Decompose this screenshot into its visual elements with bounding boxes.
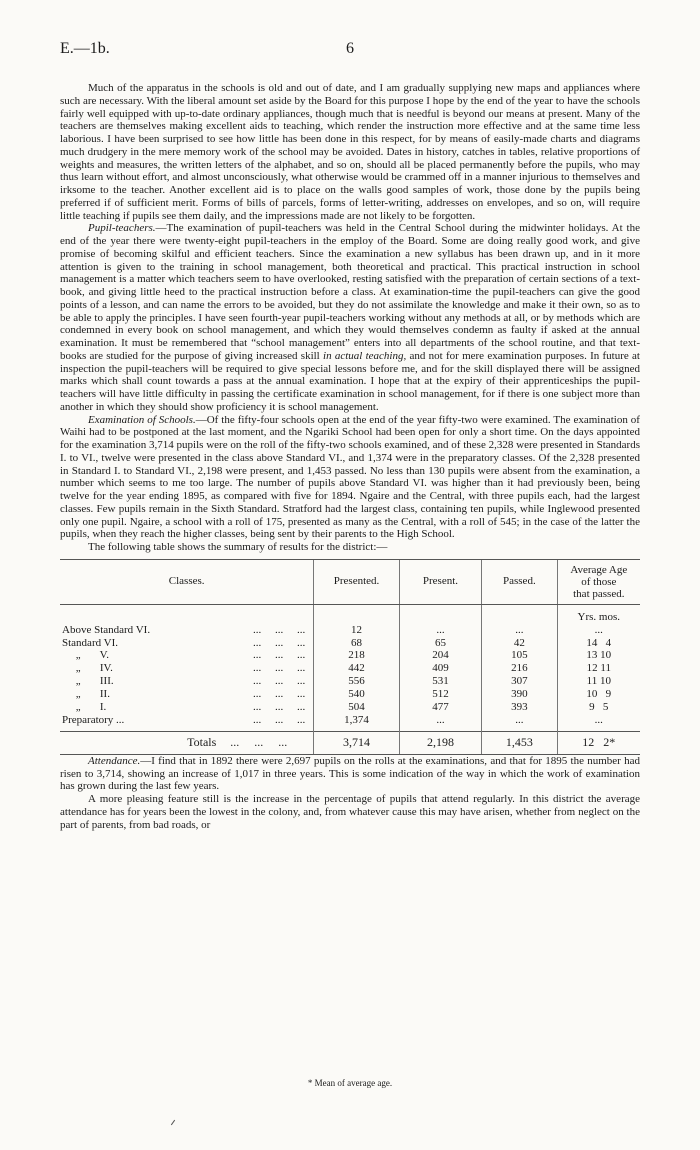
totals-label: Totals bbox=[187, 735, 217, 750]
header-presented: Presented. bbox=[314, 559, 399, 604]
row-class-cell bbox=[60, 649, 314, 662]
cell-presented: 556 bbox=[314, 675, 399, 688]
stray-pen-mark bbox=[171, 1120, 175, 1125]
cell-presented: 442 bbox=[314, 662, 399, 675]
cell-present: 204 bbox=[399, 649, 481, 662]
cell-present: ... bbox=[399, 624, 481, 637]
cell-average-age: 10 9 bbox=[557, 688, 640, 701]
row-leader-dots: ... ... ... bbox=[253, 623, 306, 636]
cell-presented: 68 bbox=[314, 637, 399, 650]
cell-average-age: ... bbox=[557, 624, 640, 637]
row-class-label: Preparatory ... bbox=[62, 713, 125, 726]
row-class-cell bbox=[60, 714, 314, 731]
cell-presented: 218 bbox=[314, 649, 399, 662]
paragraph-attendance bbox=[60, 755, 640, 793]
table-row bbox=[60, 637, 640, 650]
row-leader-dots: ... ... ... bbox=[253, 675, 306, 688]
cell-average-age: 9 5 bbox=[557, 701, 640, 714]
cell-presented: 1,374 bbox=[314, 714, 399, 731]
cell-present: ... bbox=[399, 714, 481, 731]
header-classes: Classes. bbox=[60, 559, 314, 604]
row-class-label: „ II. bbox=[62, 688, 110, 701]
cell-present: 531 bbox=[399, 675, 481, 688]
totals-row bbox=[60, 731, 640, 754]
cell-passed: 393 bbox=[482, 701, 557, 714]
cell-presented: 504 bbox=[314, 701, 399, 714]
table-row bbox=[60, 714, 640, 731]
row-class-cell bbox=[60, 637, 314, 650]
header-age-line-2: of those bbox=[581, 575, 617, 588]
totals-passed: 1,453 bbox=[482, 731, 557, 754]
header-age-line-1: Average Age bbox=[570, 563, 628, 576]
attendance-text: —I find that in 1892 there were 2,697 pupils on the rolls at the examinations, and that for 1895 the number had risen to 3,714, showing an increase of 1,017 in three years. This is some indication of the way in which the work of examination has grown during the last few years. bbox=[60, 754, 640, 793]
section-heading-examination: Examination of Schools. bbox=[88, 413, 196, 426]
examination-text: —Of the fifty-four schools open at the end of the year fifty-two were examined. The examination of Waihi had to be postponed at the last moment, and the Ngariki School had been open for only a short time. On the days appointed for the examination 3,714 pupils were on the roll of the fifty-two schools examined, and of these 2,328 were presented in Standards I. to VI., twelve were presented in the class above Standard VI., and 1,374 were in the preparatory classes. Of the 2,328 presented in Standard I. to Standard VI., 2,198 were present, and 1,453 passed. No less than 130 pupils were absent from the examination, a number which seems to me too large. The number of pupils above Standard VI. was higher than it had previously been, being twelve for the year ending 1895, as compared with five for 1894. Ngaire and the Central, with three pupils each, had the largest classes. Few pupils remain in the Sixth Standard. Stratford had the largest class, containing ten pupils, while Inglewood presented only one pupil. Ngaire, a school with a roll of 175, presented as many as the Central, with a roll of 545; in the case of the latter the pupils, when they reach the higher classes, being sent by their parents to the High School. bbox=[60, 413, 640, 541]
cell-presented: 540 bbox=[314, 688, 399, 701]
footnote: * Mean of average age. bbox=[307, 1078, 393, 1088]
row-class-cell bbox=[60, 624, 314, 637]
section-heading-attendance: Attendance. bbox=[88, 754, 141, 767]
cell-average-age: 12 11 bbox=[557, 662, 640, 675]
cell-passed: ... bbox=[482, 624, 557, 637]
running-header bbox=[60, 40, 640, 62]
pupil-teachers-text-a: —The examination of pupil-teachers was held in the Central School during the midwinter holidays. At the end of the year there were twenty-eight pupil-teachers in the employ of the Board. Some are doing really good work, and give promise of becoming skilful and efficient teachers. Since the examination a new syllabus has been drawn up, and in it more attention is given to the training in school management, both theoretical and practical. This practical instruction in school management is a matter which teachers seem to have overlooked, resting satisfied with the preparation of certain sections of a text-book, and giving little heed to the practical instruction before a class. At examination-time the pupil-teachers can give the good points of a lesson, and can name the errors to be avoided, but they do not assimilate the knowledge and make it their own, so as to be able to apply the principles. I have seen fourth-year pupil-teachers working without any methods at all, or by methods which are condemned in every book on school management, and which they would themselves condemn as faulty if asked at the annual examination. It must be remembered that “school management” enters into all departments of the school routine, and that text-books are studied for the purpose of giving increased skill bbox=[60, 222, 640, 362]
row-class-cell bbox=[60, 701, 314, 714]
totals-present: 2,198 bbox=[399, 731, 481, 754]
row-class-cell bbox=[60, 688, 314, 701]
paragraph-regular-attendance: A more pleasing feature still is the increase in the percentage of pupils that attend regularly. In this district the average attendance has for years been the lowest in the colony, and, from whatever cause this may have arisen, whether from neglect on the part of parents, from bad roads, or bbox=[60, 793, 640, 831]
row-class-label: „ III. bbox=[62, 675, 114, 688]
document-reference: E.—1b. bbox=[60, 40, 110, 57]
row-class-label: „ I. bbox=[62, 701, 107, 714]
row-leader-dots: ... ... ... bbox=[253, 713, 306, 726]
table-row bbox=[60, 688, 640, 701]
row-class-label: „ IV. bbox=[62, 662, 113, 675]
cell-average-age: ... bbox=[557, 714, 640, 731]
age-units: Yrs. mos. bbox=[557, 604, 640, 623]
units-row bbox=[60, 604, 640, 623]
row-class-label: Standard VI. bbox=[62, 636, 119, 649]
paragraph-pupil-teachers bbox=[60, 222, 640, 413]
header-present: Present. bbox=[399, 559, 481, 604]
row-class-label: „ V. bbox=[62, 649, 109, 662]
page-number: 6 bbox=[346, 40, 354, 57]
row-leader-dots: ... ... ... bbox=[253, 636, 306, 649]
pupil-teachers-emphasis: in actual teaching, bbox=[323, 349, 407, 362]
table-row bbox=[60, 624, 640, 637]
totals-average-age: 12 2* bbox=[557, 731, 640, 754]
paragraph-apparatus: Much of the apparatus in the schools is old and out of date, and I am gradually supplying new maps and appliances where such are necessary. With the liberal amount set aside by the Board for this purpose I hope by the end of the year to have the schools fairly well equipped with up-to-date ordinary appliances, though much that is needful is beyond our means at present. Many of the teachers are themselves making excellent aids to teaching, which render the instruction more effective and at the same time less laborious. I have been surprised to see how little has been done in this respect, for by means of easily-made charts and diagrams much drudgery in the mere memory work of the school may be avoided. Dates in history, catches in tables, relative proportions of weights and measures, the written letters of the alphabet, and so on, should all be placed permanently before the pupils, who may thus learn without effort, and almost unconsciously, what otherwise would be crammed off in a manner injurious to themselves and irksome to the teacher. Another excellent aid is to place on the walls good samples of work, those done by the pupils being preferred if of sufficient merit. Forms of bills of parcels, forms of letter-writing, addresses on envelopes, and so on, will require little teaching if pupils see them daily, and the impressions made are not likely to be forgotten. bbox=[60, 82, 640, 222]
row-leader-dots: ... ... ... bbox=[253, 649, 306, 662]
cell-present: 477 bbox=[399, 701, 481, 714]
section-heading-pupil-teachers: Pupil-teachers. bbox=[88, 222, 156, 235]
table-row bbox=[60, 701, 640, 714]
table-intro: The following table shows the summary of results for the district:— bbox=[88, 541, 388, 553]
row-class-cell bbox=[60, 675, 314, 688]
table-row bbox=[60, 662, 640, 675]
header-average-age bbox=[557, 559, 640, 604]
table-header-row bbox=[60, 559, 640, 604]
row-leader-dots: ... ... ... bbox=[253, 701, 306, 714]
cell-present: 409 bbox=[399, 662, 481, 675]
table-row bbox=[60, 675, 640, 688]
header-age-line-3: that passed. bbox=[573, 587, 625, 600]
totals-leader-dots: ... ... ... bbox=[230, 735, 288, 750]
paragraph-examination bbox=[60, 414, 640, 542]
row-class-label: Above Standard VI. bbox=[62, 623, 151, 636]
cell-present: 65 bbox=[399, 637, 481, 650]
cell-passed: 307 bbox=[482, 675, 557, 688]
table-row bbox=[60, 649, 640, 662]
results-table bbox=[60, 559, 640, 755]
pupil-teachers-text-b: and not for mere examination purposes. In future at inspection the pupil-teachers will be required to give special lessons before me, and for the skill displayed there will be assigned marks which shall count towards a pass at the annual examination. I hope that at the expiry of their apprenticeships the pupil-teachers will have little difficulty in passing the certificate examination in school management, for if there is one subject more than another in which they should show proficiency it is school management. bbox=[60, 349, 640, 413]
table-body bbox=[60, 604, 640, 754]
row-class-cell bbox=[60, 662, 314, 675]
cell-average-age: 14 4 bbox=[557, 637, 640, 650]
cell-average-age: 11 10 bbox=[557, 675, 640, 688]
cell-present: 512 bbox=[399, 688, 481, 701]
cell-presented: 12 bbox=[314, 624, 399, 637]
row-leader-dots: ... ... ... bbox=[253, 662, 306, 675]
cell-average-age: 13 10 bbox=[557, 649, 640, 662]
header-passed: Passed. bbox=[482, 559, 557, 604]
row-leader-dots: ... ... ... bbox=[253, 688, 306, 701]
cell-passed: 216 bbox=[482, 662, 557, 675]
cell-passed: ... bbox=[482, 714, 557, 731]
cell-passed: 42 bbox=[482, 637, 557, 650]
cell-passed: 105 bbox=[482, 649, 557, 662]
body-text bbox=[60, 82, 640, 831]
totals-label-cell bbox=[60, 731, 314, 754]
cell-passed: 390 bbox=[482, 688, 557, 701]
totals-presented: 3,714 bbox=[314, 731, 399, 754]
